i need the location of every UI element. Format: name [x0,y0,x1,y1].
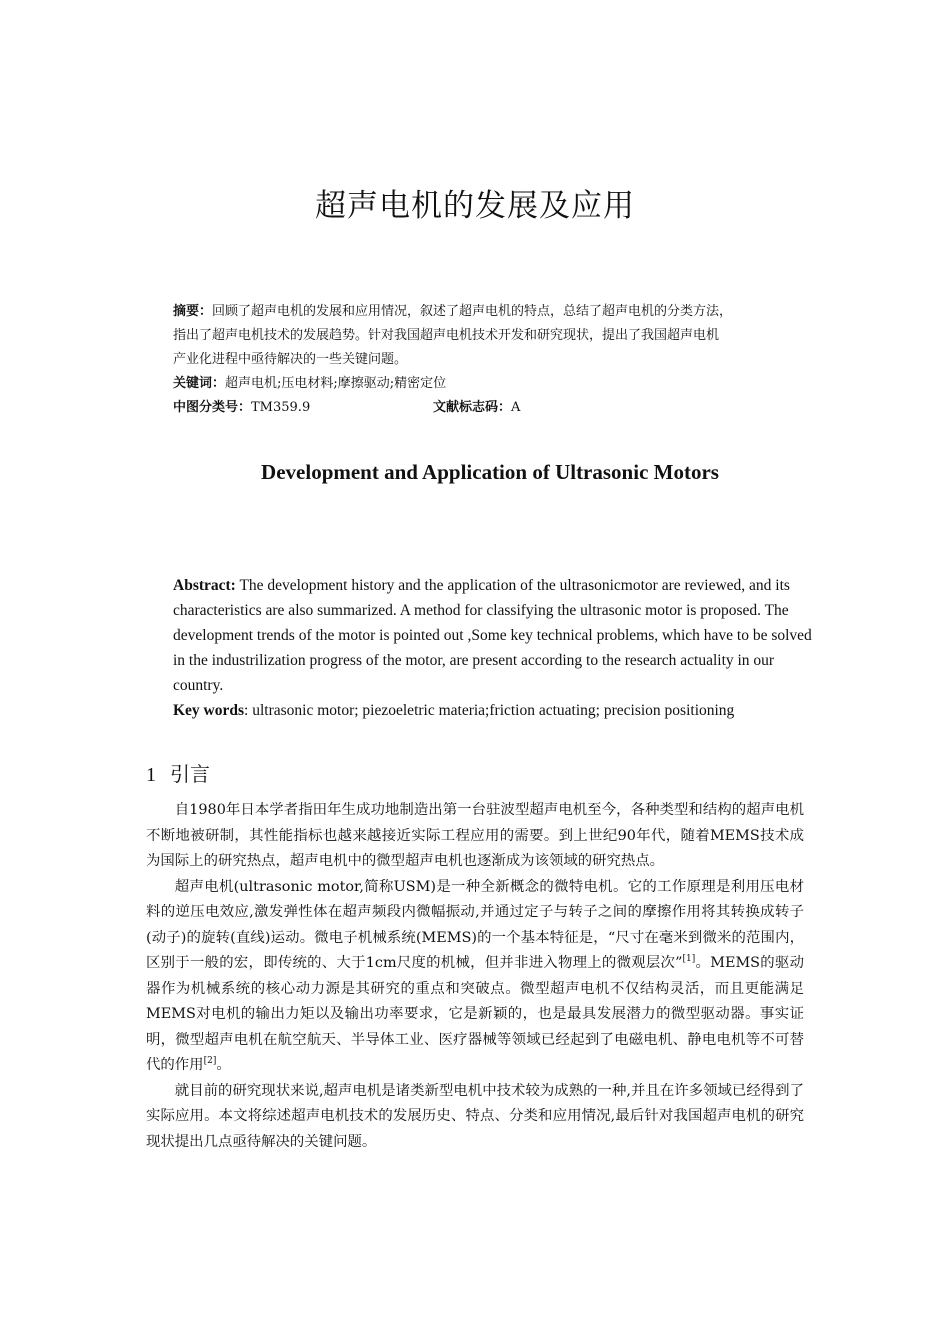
section-body [146,798,804,1155]
abstract-line [173,300,793,324]
english-abstract-body [173,573,813,698]
english-keywords-text: : ultrasonic motor; piezoeletric materia;friction actuating; precision positioning [244,702,735,719]
doc-code-label: 文献标志码： [433,400,512,415]
keywords-line [173,372,793,396]
doc-code-value: A [511,400,521,415]
abstract-line: 指出了超声电机技术的发展趋势。针对我国超声电机技术开发和研究现状，提出了我国超声电机 [173,328,720,343]
citation-ref: [2] [203,1056,217,1066]
english-keywords-label: Key words [173,702,245,719]
citation-ref: [1] [682,954,696,964]
section-title: 引言 [170,762,210,786]
paragraph-text: 。 [216,1057,231,1073]
paragraph: 自1980年日本学者指田年生成功地制造出第一台驻波型超声电机至今，各种类型和结构的超声电机不断地被研制，其性能指标也越来越接近实际工程应用的需要。到上世纪90年代，随着MEMS技术成为国际上的研究热点，超声电机中的微型超声电机也逐渐成为该领域的研究热点。 [146,802,804,869]
keywords-label: 关键词： [173,376,226,391]
abstract-label: 摘要： [173,304,213,319]
english-title: Development and Application of Ultrasonic Motors [261,460,719,484]
paragraph: 就目前的研究现状来说,超声电机是诸类新型电机中技术较为成熟的一种,并且在许多领域已经得到了实际应用。本文将综述超声电机技术的发展历史、特点、分类和应用情况,最后针对我国超声电机的研究现状提出几点亟待解决的关键问题。 [146,1082,804,1150]
english-abstract-text: The development history and the application of the ultrasonicmotor are reviewed, and its characteristics are also summarized. A method for classifying the ultrasonic motor is proposed. The development trends of the motor is pointed out ,Some key technical problems, which have to be solved in the industrilization progress of the motor, are present according to the research actuality in our country. [173,577,812,694]
section-number: 1 [146,764,156,786]
english-abstract-label: Abstract: [173,577,236,594]
paragraph [146,875,804,1079]
classification-line [173,396,793,420]
english-abstract [173,573,813,723]
keywords-text: 超声电机;压电材料;摩擦驱动;精密定位 [225,376,447,391]
clc-label: 中图分类号： [173,400,252,415]
abstract-line: 产业化进程中亟待解决的一些关键问题。 [173,352,408,367]
paper-title: 超声电机的发展及应用 [315,188,635,224]
abstract-text: 回顾了超声电机的发展和应用情况，叙述了超声电机的特点，总结了超声电机的分类方法， [212,304,733,319]
chinese-abstract [173,300,793,420]
section-heading [146,758,210,787]
english-keywords-line [173,698,813,723]
paragraph-text: 超声电机(ultrasonic motor,简称USM)是一种全新概念的微特电机。它的工作原理是利用压电材料的逆压电效应,激发弹性体在超声频段内微幅振动,并通过定子与转子之间的摩擦作用将其转换成转子(动子)的旋转(直线)运动。微电子机械系统(MEMS)的一个基本特征是，“尺寸在毫米到微米的范围内，区别于一般的宏，即传统的、大于1cm尺度的机械，但并非进入物理上的微观层次” [146,878,804,971]
clc-value: TM359.9 [251,400,311,415]
paragraph-text: 。MEMS的驱动器作为机械系统的核心动力源是其研究的重点和突破点。微型超声电机不仅结构灵活，而且更能满足MEMS对电机的输出力矩以及输出功率要求，它是新颖的，也是最具发展潜力的微型驱动器。事实证明，微型超声电机在航空航天、半导体工业、医疗器械等领域已经起到了电磁电机、静电电机等不可替代的作用 [146,955,804,1073]
doc-code [433,396,520,420]
